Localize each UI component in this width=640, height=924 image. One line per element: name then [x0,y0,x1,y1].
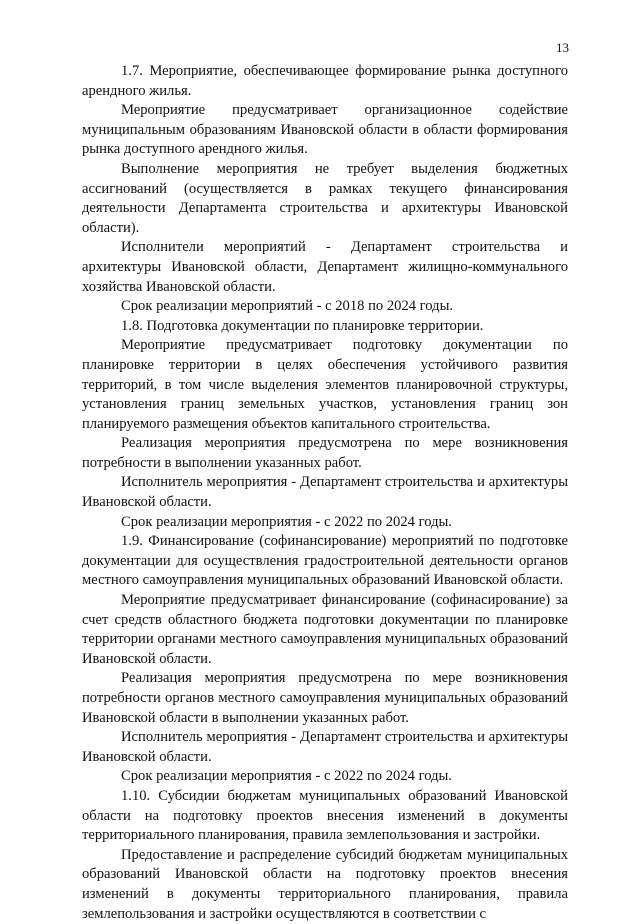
paragraph: Мероприятие предусматривает финансирование (софинасирование) за счет средств областного бюджета подготовки документации по планировке территории органами местного самоуправления муниципальных образований Ивановской области. [82,592,568,667]
paragraph: Срок реализации мероприятия - с 2022 по 2024 годы. [121,513,452,530]
paragraph: Реализация мероприятия предусмотрена по мере возникновения потребности в выполнении указанных работ. [82,435,568,471]
paragraph: 1.10. Субсидии бюджетам муниципальных образований Ивановской области на подготовку проектов внесения изменений в документы территориального планирования, правила землепользования и застройки. [82,787,568,844]
paragraph: Исполнитель мероприятия - Департамент строительства и архитектуры Ивановской области. [82,474,568,511]
paragraph: 1.8. Подготовка документации по планировке территории. [121,317,484,334]
page-number: 13 [556,40,569,55]
paragraph: Мероприятие предусматривает подготовку документации по планировке территории в целях обеспечения устойчивого развития территорий, в том числе выделения элементов планировочной структуры, установления границ земельных участков, установления границ зон планируемого размещения объектов капитального строительства. [82,337,568,432]
paragraph: Исполнитель мероприятия - Департамент строительства и архитектуры Ивановской области. [82,729,568,765]
paragraph: Срок реализации мероприятий - с 2018 по 2024 годы. [121,298,454,315]
paragraph: Реализация мероприятия предусмотрена по мере возникновения потребности органов местного самоуправления муниципальных образований Ивановской области в выполнении указанных работ. [82,670,568,726]
paragraph: 1.9. Финансирование (софинансирование) мероприятий по подготовке документации для осуществления градостроительной деятельности органов местного самоуправления муниципальных образований Ивановской области. [82,533,568,589]
paragraph: Предоставление и распределение субсидий бюджетам муниципальных образований Ивановской области на подготовку проектов внесения изменений в документы территориального планирования, правила землепользования и застройки осуществляются в соответствии с [82,846,568,922]
document-body [82,62,568,924]
paragraph: 1.7. Мероприятие, обеспечивающее формирование рынка доступного арендного жилья. [82,63,568,99]
paragraph: Срок реализации мероприятия - с 2022 по 2024 годы. [121,768,452,785]
paragraph: Выполнение мероприятия не требует выделения бюджетных ассигнований (осуществляется в рамках текущего финансирования деятельности Департамента строительства и архитектуры Ивановской области). [82,160,568,236]
paragraph: Мероприятие предусматривает организационное содействие муниципальным образованиям Ивановской области в области формирования рынка доступного арендного жилья. [82,102,568,158]
paragraph: Исполнители мероприятий - Департамент строительства и архитектуры Ивановской области, Департамент жилищно-коммунального хозяйства Ивановской области. [82,239,568,295]
